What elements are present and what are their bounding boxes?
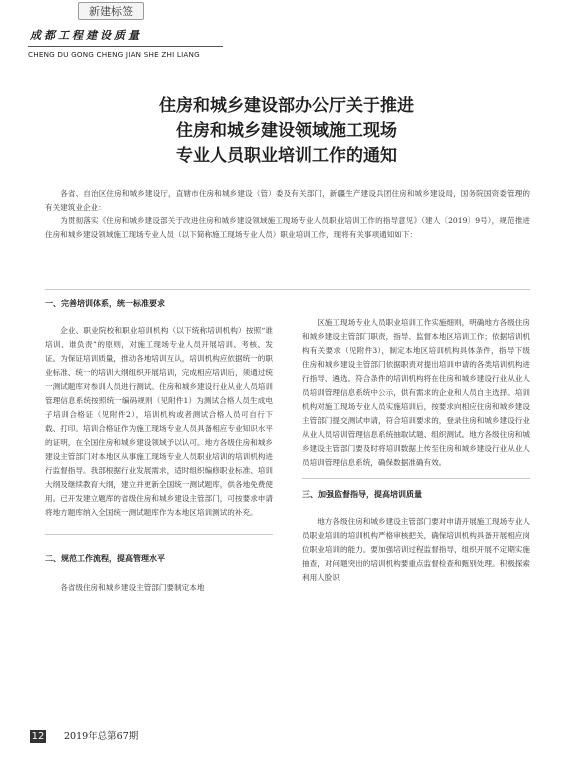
intro-addressees: 各省、自治区住房和城乡建设厅，直辖市住房和城乡建设（管）委及有关部门，新疆生产建设兵团住房和城乡建设局，国务院国资委管理的有关建筑业企业：	[45, 189, 530, 212]
section-3-heading: 三、加强监督指导，提高培训质量	[302, 478, 530, 501]
masthead-rule	[28, 46, 223, 47]
magazine-title: 成都工程建设质量	[30, 29, 142, 42]
section-2-body: 各省级住房和城乡建设主管部门要制定本地	[60, 583, 205, 592]
article-title	[0, 94, 573, 169]
new-tag-button[interactable]: 新建标签	[78, 2, 144, 20]
section-3-body: 地方各级住房和城乡建设主管部门要对申请开展施工现场专业人员职业培训的培训机构严格审核把关，确保培训机构具备开展相应岗位职业培训的能力。要加强培训过程监督指导，组织开展不定期实施抽查，对问题突出的培训机构要重点监督检查和甄别处理。积极探索利用人脸识	[302, 517, 530, 582]
section-1-body-continued: 区施工现场专业人员职业培训工作实施细则，明确地方各级住房和城乡建设主管部门职责，指导、监督本地区培训工作；依据培训机构有关要求（见附件3），制定本地区培训机构具体条件，指导下级住房和城乡建设主管部门依据职责对提出培训申请的各类培训机构进行指导、遴选。符合条件的培训机构将在住房和城乡建设行业从业人员培训管理信息系统中公示，供有需求的企业和人员自主选择。培训机构对施工现场专业人员实施培训后，按要求向相应住房和城乡建设主管部门提交测试申请，符合培训要求的，登录住房和城乡建设行业从业人员培训管理信息系统抽取试题、组织测试。地方各级住房和城乡建设主管部门要及时将培训数据上传至住房和城乡建设行业从业人员培训管理信息系统，确保数据准确有效。	[302, 318, 530, 467]
right-column	[302, 316, 530, 585]
article-title-line-2: 住房和城乡建设领域施工现场	[176, 121, 397, 141]
intro-purpose: 为贯彻落实《住房和城乡建设部关于改进住房和城乡建设领域施工现场专业人员职业培训工作的指导意见》（建人〔2019〕9号），规范推进住房和城乡建设领域施工现场专业人员（以下简称施工现场专业人员）职业培训工作，现将有关事项通知如下：	[45, 216, 530, 239]
article-title-line-3: 专业人员职业培训工作的通知	[176, 146, 397, 166]
issue-label: 2019年总第67期	[64, 731, 139, 742]
magazine-subtitle: CHENG DU GONG CHENG JIAN SHE ZHI LIANG	[28, 50, 200, 59]
article-intro	[45, 187, 530, 241]
section-1-heading: 一、完善培训体系，统一标准要求	[45, 298, 165, 308]
page-number: 12	[31, 731, 45, 742]
left-column	[45, 288, 273, 595]
section-1-body: 企业、职业院校和职业培训机构（以下统称培训机构）按照“谁培训、谁负责”的原则，对施工现场专业人员开展培训、考核、发证。为保证培训质量，推动各地培训互认，培训机构应依据统一的职业标准、统一的培训大纲组织开展培训，完成相应培训后，须通过统一测试题库对参训人员进行测试。住房和城乡建设行业从业人员培训管理信息系统按照统一编码规则（见附件1）为测试合格人员生成电子培训合格证（见附件2），培训机构或者测试合格人员可自行下载、打印。培训合格证作为施工现场专业人员具备相应专业知识水平的证明，在全国住房和城乡建设领域予以认可。地方各级住房和城乡建设主管部门对本地区从事施工现场专业人员职业培训的培训机构进行监督指导。我部根据行业发展需求，适时组织编修职业标准、培训大纲及继续教育大纲，建立并更新全国统一测试题库，供各地免费使用。已开发建立题库的省级住房和城乡建设主管部门，可按要求申请将地方题库纳入全国统一测试题库作为本地区培训测试的补充。	[45, 326, 273, 517]
article-title-line-1: 住房和城乡建设部办公厅关于推进	[159, 96, 414, 116]
section-2-heading: 二、规范工作流程，提高管理水平	[45, 534, 273, 565]
